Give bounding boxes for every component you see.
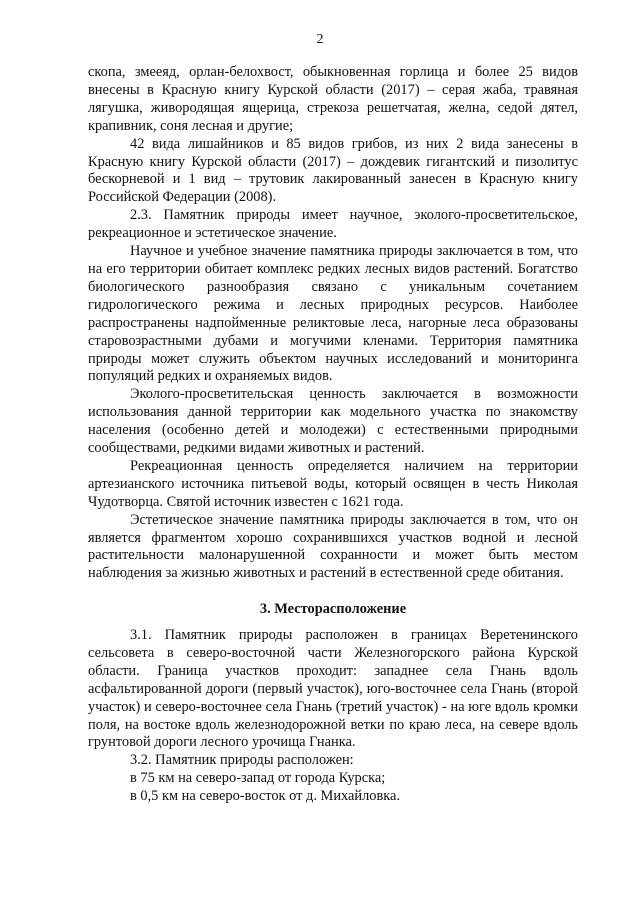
paragraph-aesthetic-value: Эстетическое значение памятника природы заключается в том, что он является фрагментом хорошо сохранившихся участков водной и лесной растительности малонарушенной сохранности и может быть местом наблюдения за жизнью животных и растений в естественной среде обитания. [88,511,578,582]
section-heading-location: 3. Месторасположение [259,601,407,617]
paragraph-lichens-fungi: 42 вида лишайников и 85 видов грибов, из них 2 вида занесены в Красную книгу Курской области (2017) – дождевик гигантский и пизолитус бескорневой и 1 вид – трутовик лакированный занесен в Красную книгу Российской Федерации (2008). [88,135,578,206]
page-number: 2 [316,32,324,47]
paragraph-distance-kursk: в 75 км на северо-запад от города Курска; [130,770,386,787]
paragraph-recreational-value: Рекреационная ценность определяется наличием на территории артезианского источника питьевой воды, который освящен в честь Николая Чудотворца. Святой источник известен с 1621 года. [88,457,578,510]
paragraph-distance-mikhaylovka: в 0,5 км на северо-восток от д. Михайловка. [130,788,401,805]
body-text-section-3 [88,627,578,806]
paragraph-educational-value: Эколого-просветительская ценность заключается в возможности использования данной территории как модельного участка по знакомству населения (особенно детей и молодежи) с естественными природными сообществами, редкими видами животных и растений. [88,386,578,457]
paragraph-fauna-list: скопа, змееяд, орлан-белохвост, обыкновенная горлица и более 25 видов внесены в Красную книгу Курской области (2017) – серая жаба, травяная лягушка, живородящая ящерица, стрекоза решетчатая, желна, седой дятел, крапивник, соня лесная и другие; [88,64,578,134]
paragraph-boundaries-3-1: 3.1. Памятник природы расположен в границах Веретенинского сельсовета в северо-восточной части Железногорского района Курской области. Граница участков проходит: западнее села Гнань вдоль асфальтированной дороги (первый участок), юго-восточнее села Гнань (второй участок) и северо-восточнее села Гнань (третий участок) - на юге вдоль кромки поля, на востоке вдоль железнодорожной ветки по краю леса, на севере вдоль грунтовой дороги лесного урочища Гнанка. [88,627,578,751]
paragraph-significance-2-3: 2.3. Памятник природы имеет научное, эколого-просветительское, рекреационное и эстетическое значение. [88,207,578,242]
paragraph-location-3-2: 3.2. Памятник природы расположен: [130,752,354,769]
paragraph-scientific-value: Научное и учебное значение памятника природы заключается в том, что на его территории обитает комплекс редких лесных видов растений. Богатство биологического разнообразия связано с уникальным сочетанием гидрологического режима и лесных природных ресурсов. Наиболее распространены надпойменные реликтовые леса, нагорные леса образованы старовозрастными дубами и могучими кленами. Территория памятника природы может служить объектом научных исследований и мониторинга популяций редких и охраняемых видов. [88,243,578,385]
body-text-section-2 [88,64,578,583]
